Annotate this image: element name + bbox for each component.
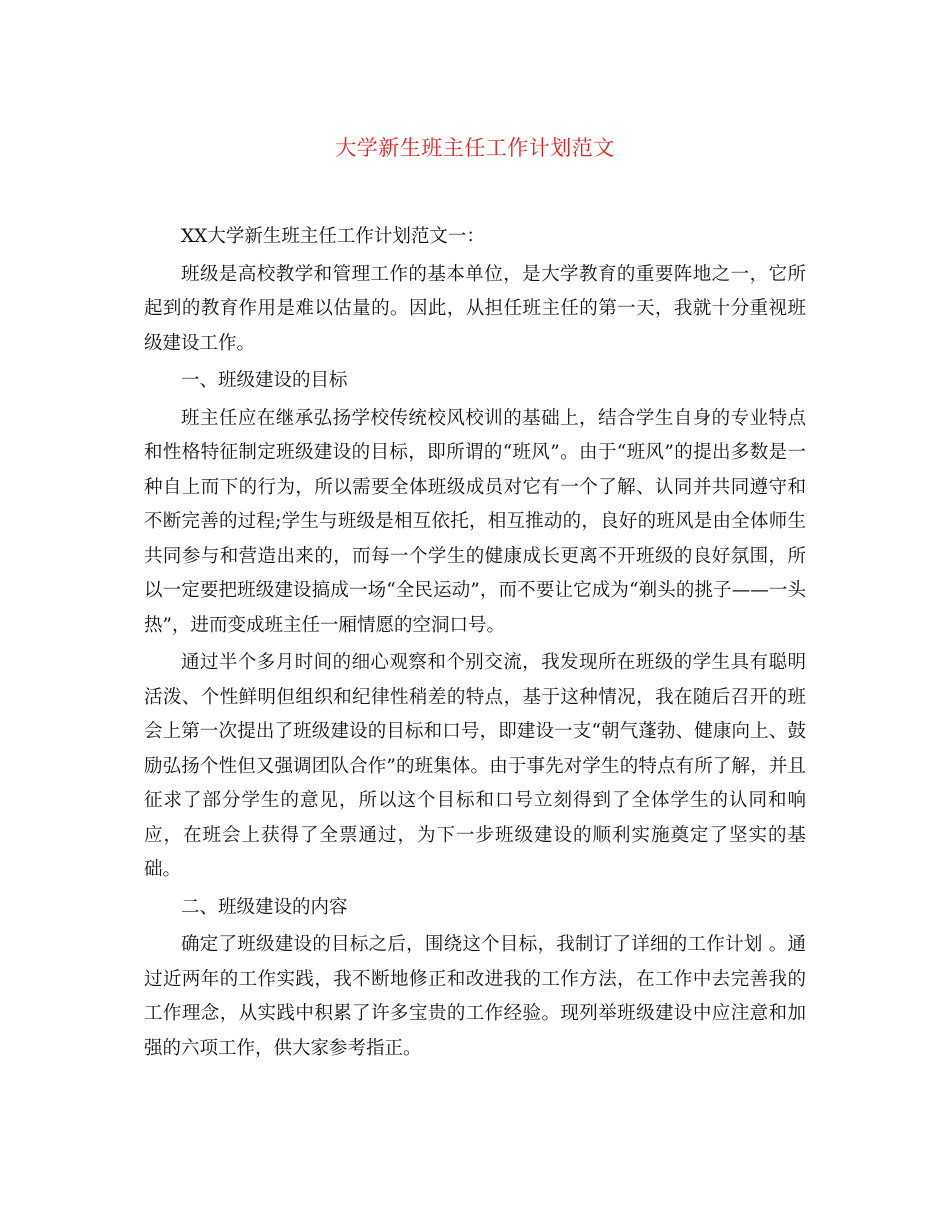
paragraph-subtitle: XX大学新生班主任工作计划范文一： bbox=[181, 226, 485, 247]
paragraph-intro: 班级是高校教学和管理工作的基本单位，是大学教育的重要阵地之一，它所起到的教育作用是难以估量的。因此，从担任班主任的第一天，我就十分重视班级建设工作。 bbox=[144, 263, 806, 354]
document-body bbox=[144, 220, 806, 1069]
paragraph-class-style: 班主任应在继承弘扬学校传统校风校训的基础上，结合学生自身的专业特点和性格特征制定班级建设的目标，即所谓的“班风”。由于“班风”的提出多数是一种自上而下的行为，所以需要全体班级成员对它有一个了解、认同并共同遵守和不断完善的过程;学生与班级是相互依托，相互推动的，良好的班风是由全体师生共同参与和营造出来的，而每一个学生的健康成长更离不开班级的良好氛围，所以一定要把班级建设搞成一场“全民运动”，而不要让它成为“剃头的挑子——一头热”，进而变成班主任一厢情愿的空洞口号。 bbox=[144, 407, 806, 636]
section-heading-goals: 一、班级建设的目标 bbox=[181, 370, 348, 391]
section-heading-content: 二、班级建设的内容 bbox=[181, 896, 348, 918]
paragraph-observation: 通过半个多月时间的细心观察和个别交流，我发现所在班级的学生具有聪明活泼、个性鲜明但组织和纪律性稍差的特点，基于这种情况，我在随后召开的班会上第一次提出了班级建设的目标和口号，即建设一支“朝气蓬勃、健康向上、鼓励弘扬个性但又强调团队合作”的班集体。由于事先对学生的特点有所了解，并且征求了部分学生的意见，所以这个目标和口号立刻得到了全体学生的认同和响应，在班会上获得了全票通过，为下一步班级建设的顺利实施奠定了坚实的基础。 bbox=[144, 652, 806, 880]
document-title: 大学新生班主任工作计划范文 bbox=[335, 136, 615, 160]
paragraph-work-plan: 确定了班级建设的目标之后，围绕这个目标，我制订了详细的工作计划 。通过近两年的工作实践，我不断地修正和改进我的工作方法，在工作中去完善我的工作理念，从实践中积累了许多宝贵的工作经验。现列举班级建设中应注意和加强的六项工作，供大家参考指正。 bbox=[144, 934, 806, 1059]
